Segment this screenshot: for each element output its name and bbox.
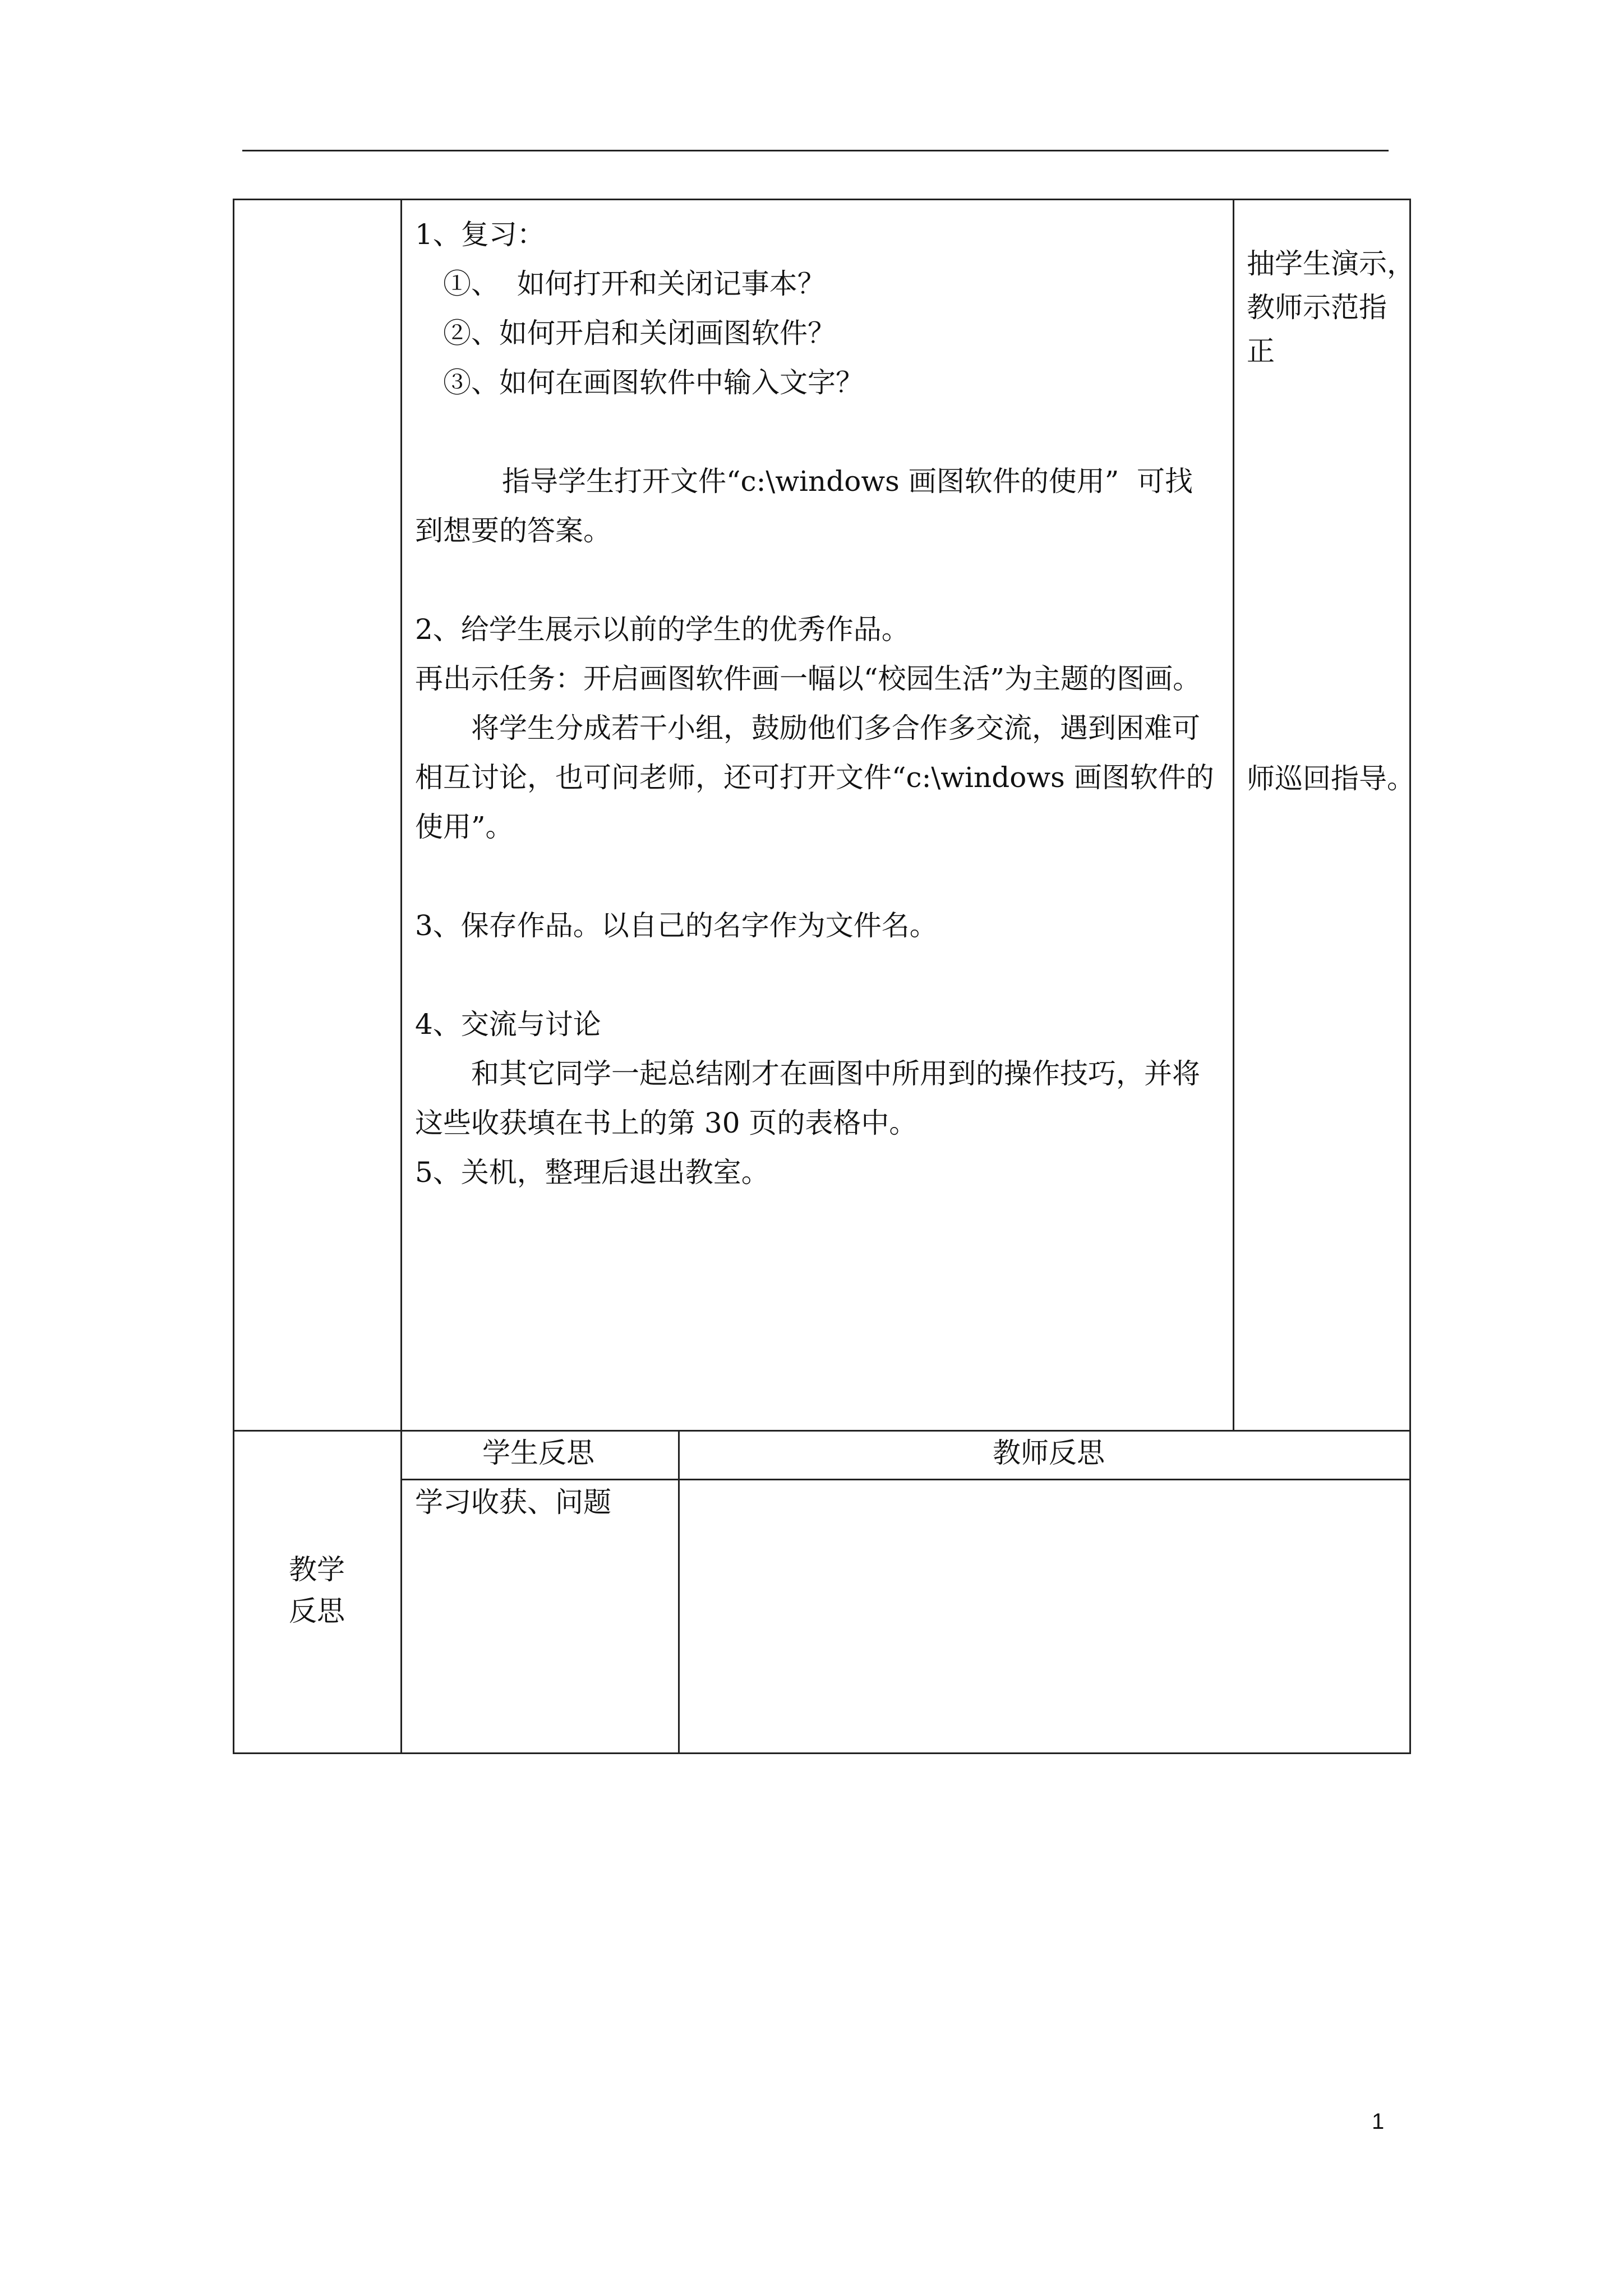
teacher-note-1-line-2: 教师示范指 — [1247, 291, 1387, 324]
procedure-line-8: 再出示任务：开启画图软件画一幅以“校园生活”为主题的图画。 — [415, 662, 1201, 695]
table-border-left — [233, 199, 234, 1754]
teacher-note-1-line-1: 抽学生演示， — [1247, 247, 1415, 280]
reflection-column-divider — [678, 1430, 680, 1754]
procedure-line-15: 这些收获填在书上的第 30 页的表格中。 — [415, 1107, 917, 1139]
column-divider-label — [400, 199, 402, 1754]
table-border-right — [1409, 199, 1411, 1754]
student-reflection-header: 学生反思 — [482, 1437, 594, 1469]
teacher-note-1-line-3: 正 — [1247, 335, 1275, 367]
procedure-line-11: 使用”。 — [415, 811, 514, 843]
procedure-line-3: ②、如何开启和关闭画图软件？ — [443, 317, 836, 349]
procedure-line-2: ①、 如何打开和关闭记事本？ — [443, 268, 826, 300]
procedure-line-7: 2、给学生展示以前的学生的优秀作品。 — [415, 613, 910, 646]
reflection-row-label-line-2: 反思 — [289, 1595, 345, 1627]
header-rule — [242, 150, 1389, 151]
procedure-line-9: 将学生分成若干小组，鼓励他们多合作多交流，遇到困难可 — [471, 712, 1200, 744]
procedure-line-14: 和其它同学一起总结刚才在画图中所用到的操作技巧，并将 — [471, 1057, 1200, 1090]
table-border-bottom — [233, 1752, 1411, 1754]
teacher-reflection-header: 教师反思 — [993, 1437, 1105, 1469]
teacher-note-2: 师巡回指导。 — [1247, 762, 1415, 795]
column-divider-notes — [1233, 199, 1234, 1431]
procedure-line-12: 3、保存作品。以自己的名字作为文件名。 — [415, 909, 938, 942]
procedure-line-4: ③、如何在画图软件中输入文字？ — [443, 366, 864, 399]
procedure-line-10: 相互讨论，也可问老师，还可打开文件“c:\windows 画图软件的 — [415, 761, 1214, 794]
student-reflection-prompt: 学习收获、问题 — [415, 1486, 611, 1519]
procedure-line-16: 5、关机，整理后退出教室。 — [415, 1156, 769, 1189]
reflection-row-label-line-1: 教学 — [289, 1553, 345, 1586]
page-number: 1 — [1372, 2109, 1385, 2134]
procedure-line-13: 4、交流与讨论 — [415, 1008, 601, 1041]
procedure-line-1: 1、复习： — [415, 218, 545, 251]
lesson-table — [233, 199, 1415, 1754]
row-divider-reflection — [233, 1430, 1411, 1432]
procedure-line-5: 指导学生打开文件“c:\windows 画图软件的使用” 可找 — [502, 465, 1193, 498]
procedure-line-6: 到想要的答案。 — [415, 514, 611, 547]
